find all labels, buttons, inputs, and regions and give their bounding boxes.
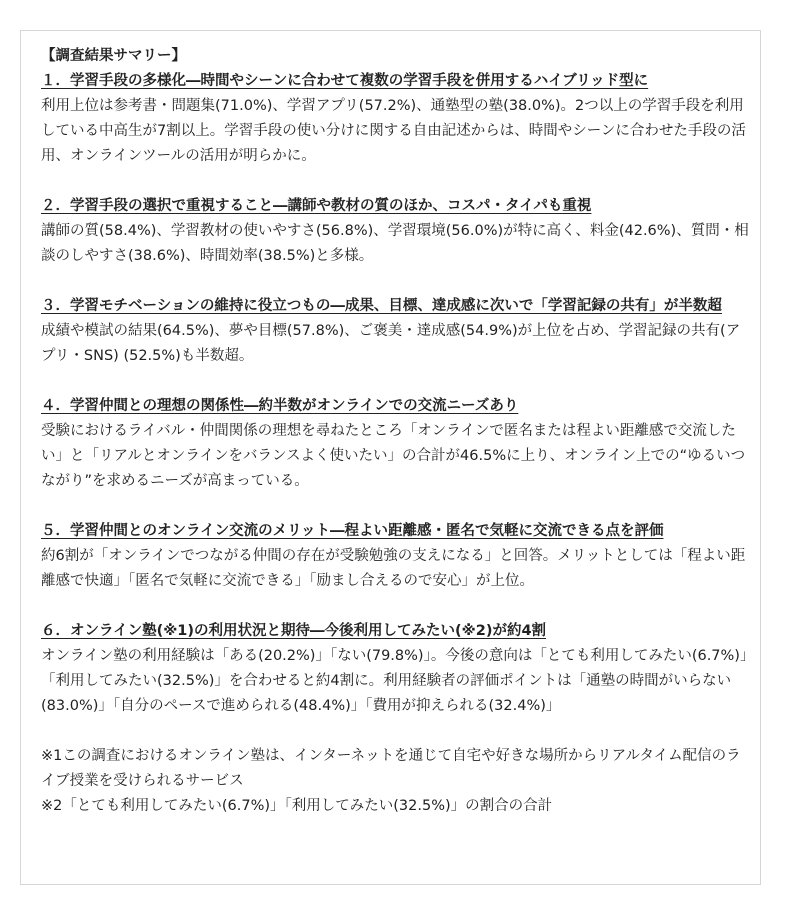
- summary-section-5: [41, 519, 749, 594]
- section-heading: ２．学習手段の選択で重視すること―講師や教材の質のほか、コスパ・タイパも重視: [41, 198, 592, 214]
- section-heading: ４．学習仲間との理想の関係性―約半数がオンラインでの交流ニーズあり: [41, 398, 519, 414]
- section-body: 講師の質(58.4%)、学習教材の使いやすさ(56.8%)、学習環境(56.0%)が特に高く、料金(42.6%)、質問・相談のしやすさ(38.6%)、時間効率(38.5%)と多様。: [41, 223, 749, 264]
- summary-panel: [20, 30, 761, 885]
- summary-section-2: [41, 194, 749, 269]
- summary-section-6: [41, 619, 749, 719]
- section-heading: ５．学習仲間とのオンライン交流のメリット―程よい距離感・匿名で気軽に交流できる点を評価: [41, 523, 664, 539]
- summary-section-3: [41, 294, 749, 369]
- section-heading: ６．オンライン塾(※1)の利用状況と期待―今後利用してみたい(※2)が約4割: [41, 623, 547, 639]
- section-body: 成績や模試の結果(64.5%)、夢や目標(57.8%)、ご褒美・達成感(54.9%)が上位を占め、学習記録の共有(アプリ・SNS) (52.5%)も半数超。: [41, 323, 741, 364]
- footnotes: [41, 744, 749, 819]
- summary-content: [41, 44, 749, 819]
- footnote-1: ※1この調査におけるオンライン塾は、インターネットを通じて自宅や好きな場所からリアルタイム配信のライブ授業を受けられるサービス: [41, 748, 741, 789]
- section-heading: ３．学習モチベーションの維持に役立つもの―成果、目標、達成感に次いで「学習記録の共有」が半数超: [41, 298, 722, 314]
- section-body: 受験におけるライバル・仲間関係の理想を尋ねたところ「オンラインで匿名または程よい距離感で交流したい」と「リアルとオンラインをバランスよく使いたい」の合計が46.5%に上り、オンライン上での“ゆるいつながり”を求めるニーズが高まっている。: [41, 423, 746, 489]
- section-body: 利用上位は参考書・問題集(71.0%)、学習アプリ(57.2%)、通塾型の塾(38.0%)。2つ以上の学習手段を利用している中高生が7割以上。学習手段の使い分けに関する自由記述からは、時間やシーンに合わせた手段の活用、オンラインツールの活用が明らかに。: [41, 98, 746, 164]
- footnote-2: ※2「とても利用してみたい(6.7%)」「利用してみたい(32.5%)」の割合の合計: [41, 798, 553, 814]
- section-body: オンライン塾の利用経験は「ある(20.2%)」「ない(79.8%)」。今後の意向は「とても利用してみたい(6.7%)」「利用してみたい(32.5%)」を合わせると約4割に。利用経験者の評価ポイントは「通塾の時間がいらない(83.0%)」「自分のペースで進められる(48.4%)」「費用が抑えられる(32.4%)」: [41, 648, 748, 714]
- section-body: 約6割が「オンラインでつながる仲間の存在が受験勉強の支えになる」と回答。メリットとしては「程よい距離感で快適」「匿名で気軽に交流できる」「励まし合えるので安心」が上位。: [41, 548, 746, 589]
- section-heading: １．学習手段の多様化―時間やシーンに合わせて複数の学習手段を併用するハイブリッド型に: [41, 73, 649, 89]
- summary-section-4: [41, 394, 749, 494]
- summary-section-1: [41, 69, 749, 169]
- summary-title: 【調査結果サマリー】: [41, 48, 186, 64]
